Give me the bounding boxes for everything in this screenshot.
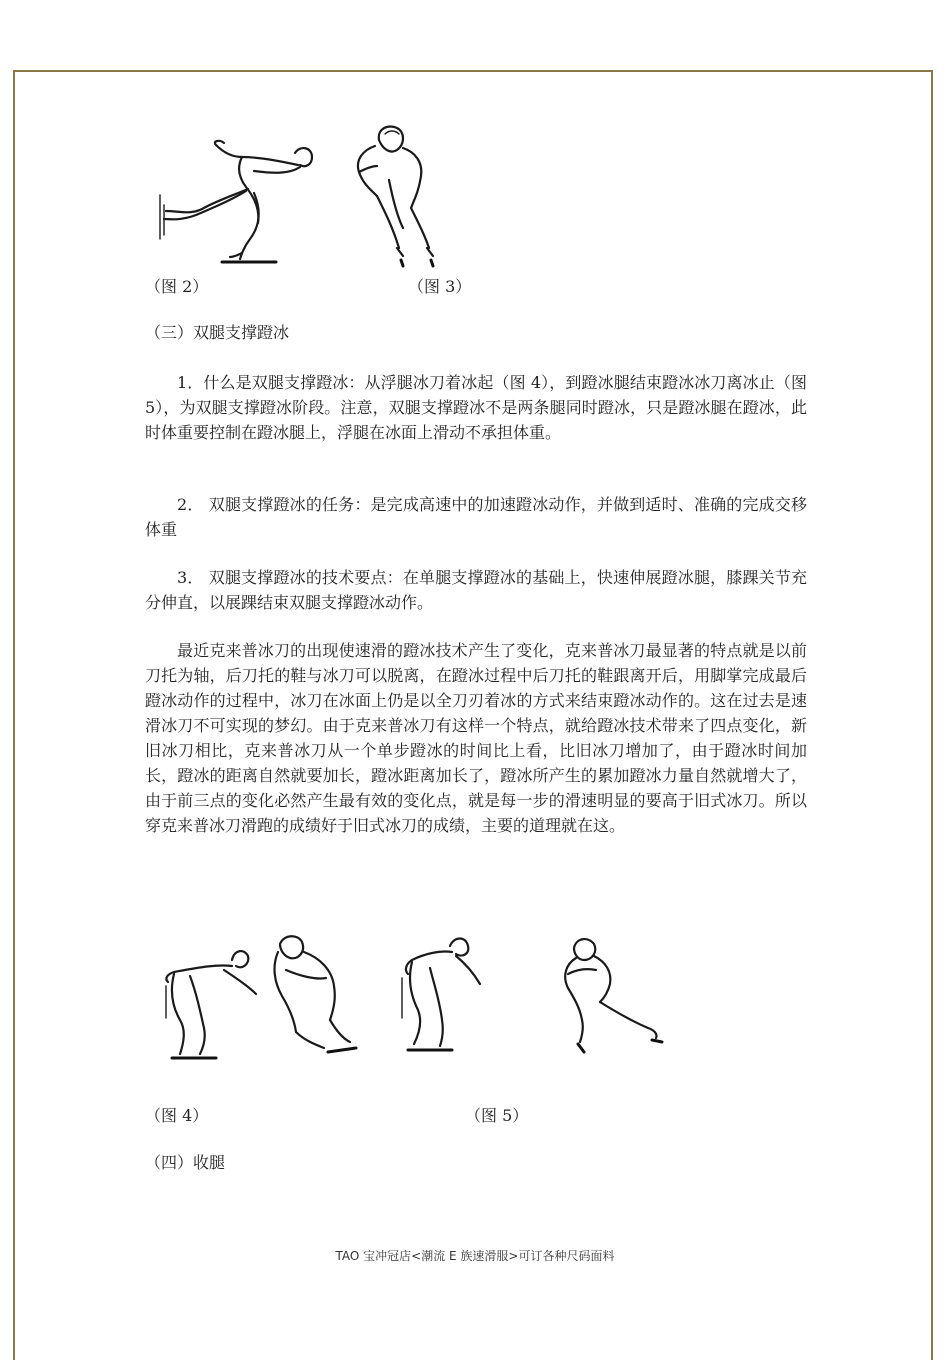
section-4-heading: （四）收腿 bbox=[145, 1153, 226, 1172]
figure-4-caption: （图 4） bbox=[145, 1106, 209, 1125]
section-3-paragraph-2: 2． 双腿支撑蹬冰的任务：是完成高速中的加速蹬冰动作，并做到适时、准确的完成交移体重 bbox=[145, 495, 807, 539]
page-footer: TAO 宝冲冠店<潮流 E 族速滑服>可订各种尺码面料 bbox=[335, 1249, 615, 1263]
section-3-paragraph-4: 最近克来普冰刀的出现使速滑的蹬冰技术产生了变化，克来普冰刀最显著的特点就是以前刀托为轴，后刀托的鞋与冰刀可以脱离，在蹬冰过程中后刀托的鞋跟离开后，用脚掌完成最后蹬冰动作的过程中，冰刀在冰面上仍是以全刀刃着冰的方式来结束蹬冰动作的。这在过去是速滑冰刀不可实现的梦幻。由于克来普冰刀有这样一个特点，就给蹬冰技术带来了四点变化，新旧冰刀相比，克来普冰刀从一个单步蹬冰的时间比上看，比旧冰刀增加了，由于蹬冰时间加长，蹬冰的距离自然就要加长，蹬冰距离加长了，蹬冰所产生的累加蹬冰力量自然就增大了，由于前三点的变化必然产生最有效的变化点，就是每一步的滑速明显的要高于旧式冰刀。所以穿克来普冰刀滑跑的成绩好于旧式冰刀的成绩，主要的道理就在这。 bbox=[145, 641, 807, 835]
figure-2-skater bbox=[150, 135, 330, 270]
figure-2-caption: （图 2） bbox=[145, 277, 209, 296]
section-3-paragraph-1: 1．什么是双腿支撑蹬冰：从浮腿冰刀着冰起（图 4），到蹬冰腿结束蹬冰冰刀离冰止（图 5），为双腿支撑蹬冰阶段。注意，双腿支撑蹬冰不是两条腿同时蹬冰，只是蹬冰腿在蹬冰，此时体重要控制在蹬冰腿上，浮腿在冰面上滑动不承担体重。 bbox=[145, 373, 807, 442]
figure-3-skater bbox=[345, 120, 445, 270]
figure-5-caption: （图 5） bbox=[465, 1106, 529, 1125]
section-3-paragraph-3: 3． 双腿支撑蹬冰的技术要点：在单腿支撑蹬冰的基础上，快速伸展蹬冰腿，膝踝关节充分伸直，以展踝结束双腿支撑蹬冰动作。 bbox=[145, 568, 807, 612]
figure-3-caption: （图 3） bbox=[408, 277, 472, 296]
figure-5-skaters bbox=[400, 928, 670, 1058]
section-3-heading: （三）双腿支撑蹬冰 bbox=[145, 323, 290, 342]
figure-4-skaters bbox=[160, 930, 380, 1065]
